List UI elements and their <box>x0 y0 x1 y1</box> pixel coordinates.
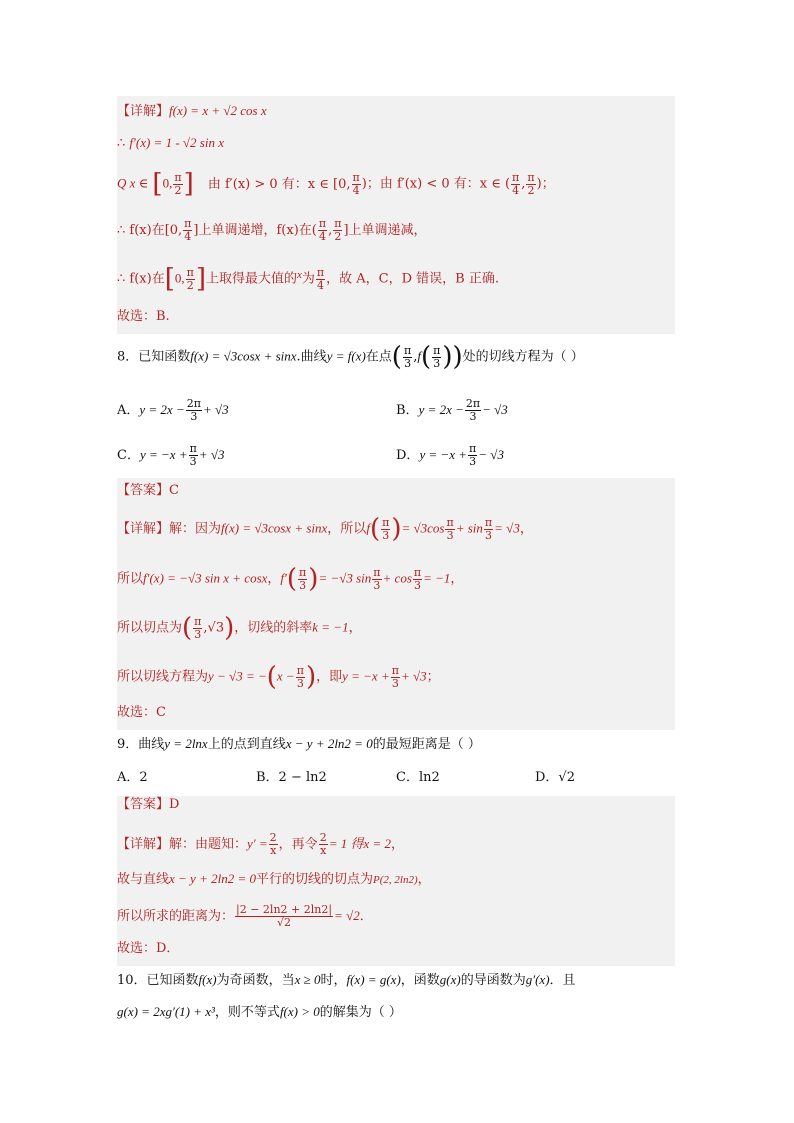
q8-detail-4: 所以切线方程为y − √3 = −(x − $\frac{\pi}{3}$ )，即y = −x + $\frac{\pi}{3}$ + √3； <box>117 662 440 692</box>
q8-detail-3: 所以切点为( $\frac{\pi}{3}$ ,√3)，切线的斜率k = −1， <box>117 613 362 643</box>
q9-choice: 故选：D． <box>117 941 180 956</box>
q9-detail-2: 故与直线x − y + 2ln2 = 0平行的切线的切点为P(2, 2ln2)， <box>117 871 431 887</box>
q7-deriv-line <box>117 134 675 153</box>
q7-range-line: Q x ∈ [0, $\frac{\pi}{2}$ ] 由 f′(x) > 0 有：x ∈ [0, $\frac{\pi}{4}$ )；由 f′(x) < 0 有：x ∈ ( $\frac{\pi}{4}$ , $\frac{\pi}{2}$ )； <box>117 169 555 199</box>
q9-option-c: C．ln2 <box>396 770 440 785</box>
q7-deriv: f′(x) = 1 - √2 sin x <box>129 135 224 150</box>
therefore-symbol: ∴ <box>117 136 130 151</box>
q9-detail-1: 【详解】解：由题知：y′ = $\frac{2}{x}$ ，再令 $\frac{2}{x}$ = 1 得x = 2， <box>117 831 405 857</box>
q10-stem-line-1: 10．已知函数f(x)为奇函数，当x ≥ 0时，f(x) = g(x)，函数g(x)的导函数为g′(x)．且 <box>117 972 576 988</box>
q7-choice: 故选：B. <box>117 309 170 324</box>
q7-given-f: f(x) = x + √2 cos x <box>169 103 267 118</box>
q7-pos-text: 由 f′(x) > 0 有：x ∈ [0, <box>207 176 351 192</box>
q7-detail-line <box>117 102 675 121</box>
q8-stem: 8．已知函数f(x) = √3cosx + sinx.曲线y = f(x)在点( $\frac{\pi}{3}$ ,f( $\frac{\pi}{3}$ ))处的切线方程为（ ） <box>117 342 584 372</box>
q8-option-d: D．y = −x + $\frac{\pi}{3}$ − √3 <box>396 442 504 468</box>
q9-answer: 【答案】D <box>117 797 180 812</box>
q9-stem: 9．曲线y = 2lnx上的点到直线x − y + 2ln2 = 0的最短距离是（ ） <box>117 736 481 752</box>
q8-detail-1: 【详解】解：因为f(x) = √3cosx + sinx，所以f( $\frac{\pi}{3}$ )= √3cos $\frac{\pi}{3}$ + sin $\frac{\pi}{3}$ = √3， <box>117 514 533 544</box>
q8-detail-2: 所以f′(x) = −√3 sin x + cosx，f′( $\frac{\pi}{3}$ )= −√3 sin $\frac{\pi}{3}$ + cos $\frac{\pi}{3}$ = −1， <box>117 564 464 594</box>
q7-neg-text: ；由 f′(x) < 0 有：x ∈ ( <box>366 176 511 192</box>
q9-option-a: A．2 <box>117 770 148 785</box>
q9-option-d: D．√2 <box>535 770 575 785</box>
q8-answer: 【答案】C <box>117 483 179 498</box>
q7-solution-block <box>117 96 675 334</box>
q9-option-b: B．2 − ln2 <box>256 770 327 785</box>
q10-stem-line-2: g(x) = 2xg′(1) + x³，则不等式f(x) > 0的解集为（ ） <box>117 1004 402 1020</box>
q7-detail-label: 【详解】 <box>117 104 170 119</box>
q7-max-line: ∴ f(x)在[0, $\frac{\pi}{2}$ ]上取得最大值的$^x$为 $\frac{\pi}{4}$ ，故 A，C，D 错误，B 正确. <box>117 264 499 294</box>
q8-choice: 故选：C <box>117 705 166 720</box>
q7-mono-line: ∴ f(x)在[0, $\frac{\pi}{4}$ ]上单调递增，f(x)在( $\frac{\pi}{4}$ , $\frac{\pi}{2}$ ]上单调递减， <box>117 217 427 243</box>
q8-option-b: B．y = 2x − $\frac{2\pi}{3}$ − √3 <box>396 397 508 423</box>
q8-solution-block <box>117 478 675 730</box>
q9-detail-3: 所以所求的距离为： $\frac{|2 - 2\ln 2 + 2\ln 2|}{√2}$ = √2． <box>117 903 373 929</box>
q9-solution-block <box>117 796 675 966</box>
q7-inc-text: ∴ f(x)在[0, <box>117 223 183 238</box>
q8-option-a: A．y = 2x − $\frac{2\pi}{3}$ + √3 <box>117 397 229 423</box>
q7-range-prefix: Q x ∈ <box>117 175 149 191</box>
q8-option-c: C．y = −x + $\frac{\pi}{3}$ + √3 <box>117 442 225 468</box>
